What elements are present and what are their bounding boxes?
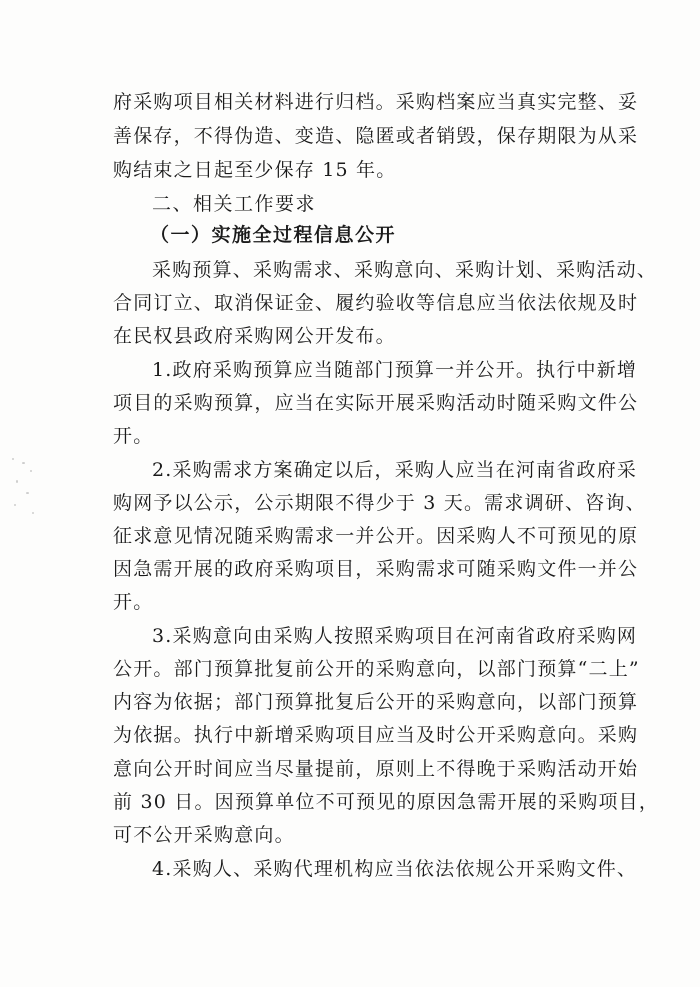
text-line: 购结束之日起至少保存 15 年。	[113, 159, 397, 181]
text-line: 内容为依据；部门预算批复后公开的采购意向，以部门预算	[113, 691, 639, 713]
text-line: 2.采购需求方案确定以后，采购人应当在河南省政府采	[152, 459, 638, 481]
text-line: 为依据。执行中新增采购项目应当及时公开采购意向。采购	[113, 724, 639, 746]
text-line: 善保存，不得伪造、变造、隐匿或者销毁，保存期限为从采	[113, 125, 639, 147]
text-line: 公开。部门预算批复前公开的采购意向，以部门预算“二上”	[113, 658, 640, 680]
text-line: 府采购项目相关材料进行归档。采购档案应当真实完整、妥	[113, 91, 639, 113]
text-line: 意向公开时间应当尽量提前，原则上不得晚于采购活动开始	[113, 758, 639, 780]
subsection-heading: （一）实施全过程信息公开	[150, 224, 397, 246]
text-line: 购网予以公示，公示期限不得少于 3 天。需求调研、咨询、	[113, 492, 646, 514]
text-line: 因急需开展的政府采购项目，采购需求可随采购文件一并公	[113, 558, 639, 580]
section-heading: 二、相关工作要求	[152, 193, 317, 215]
text-line: 采购预算、采购需求、采购意向、采购计划、采购活动、	[152, 259, 658, 281]
text-line: 1.政府采购预算应当随部门预算一并公开。执行中新增	[152, 359, 638, 381]
scan-mark	[8, 452, 38, 522]
text-line: 征求意见情况随采购需求一并公开。因采购人不可预见的原	[113, 525, 639, 547]
text-line: 开。	[113, 591, 154, 613]
text-line: 合同订立、取消保证金、履约验收等信息应当依法依规及时	[113, 292, 639, 314]
text-line: 项目的采购预算，应当在实际开展采购活动时随采购文件公	[113, 392, 639, 414]
text-line: 开。	[113, 425, 154, 447]
text-line: 在民权县政府采购网公开发布。	[113, 325, 396, 347]
text-line: 3.采购意向由采购人按照采购项目在河南省政府采购网	[152, 625, 638, 647]
text-line: 前 30 日。因预算单位不可预见的原因急需开展的采购项目，	[113, 791, 660, 813]
text-line: 可不公开采购意向。	[113, 824, 295, 846]
text-line: 4.采购人、采购代理机构应当依法依规公开采购文件、	[152, 858, 638, 880]
